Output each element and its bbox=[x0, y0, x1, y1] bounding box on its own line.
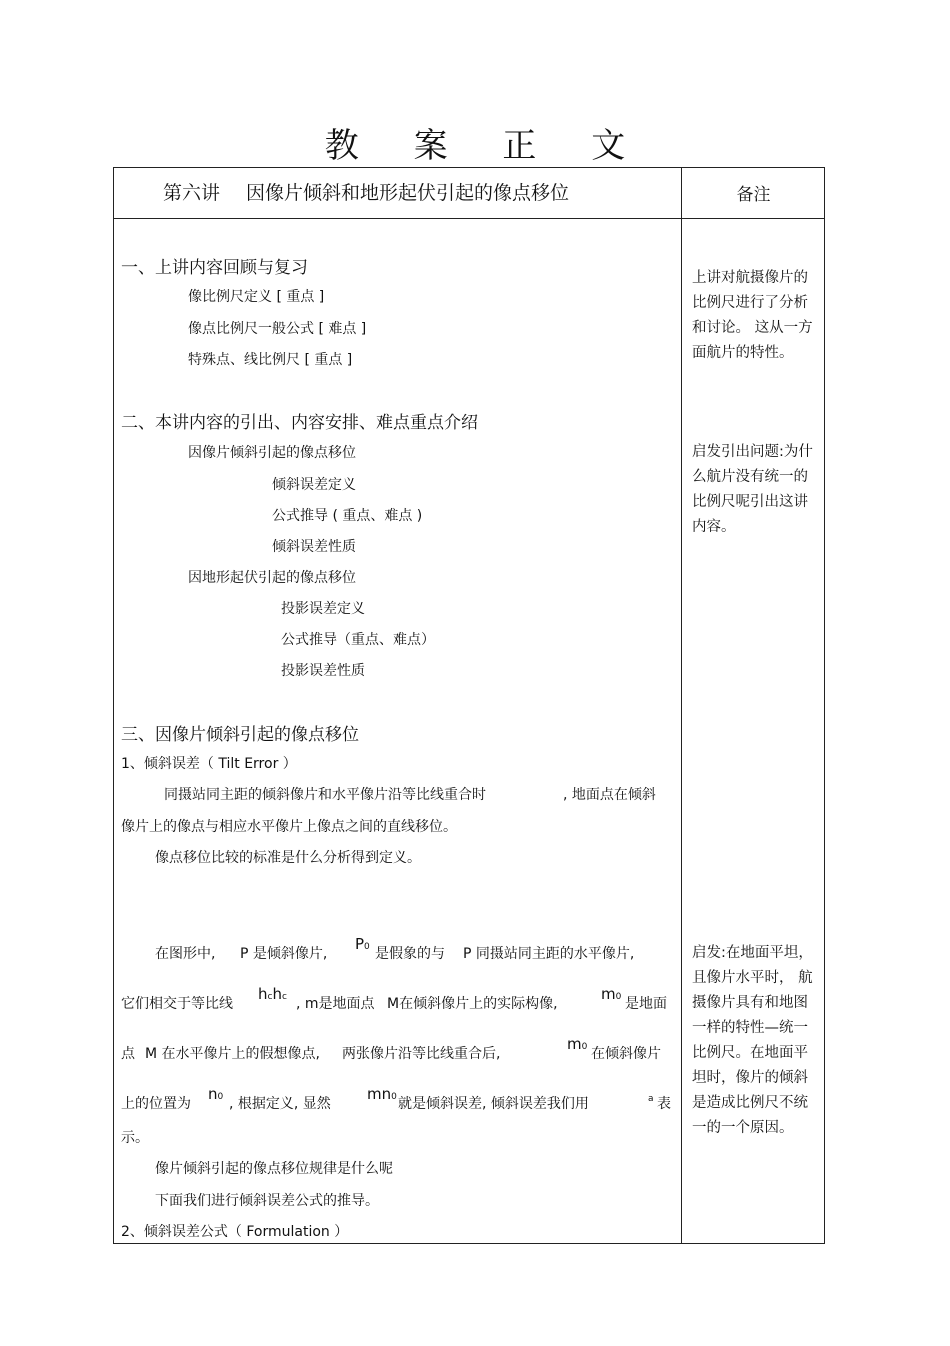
paragraph-text: 上的位置为 bbox=[121, 1096, 191, 1112]
remark-note-inspiration: 启发:在地面平坦， 且像片水平时， 航摄像片具有和地图一样的特性—统一比例尺。在地面平坦时，像片的倾斜是造成比例尺不统一的一个原因。 bbox=[692, 945, 813, 1136]
symbol-m0: m0 bbox=[567, 1035, 588, 1053]
section1-item: 特殊点、线比例尺 [ 重点 ] bbox=[188, 352, 353, 368]
lecture-number: 第六讲 bbox=[163, 182, 221, 204]
lecture-title: 因像片倾斜和地形起伏引起的像点移位 bbox=[246, 182, 570, 204]
paragraph-text: M在倾斜像片上的实际构像, bbox=[387, 996, 558, 1012]
subsection-formulation: 2、倾斜误差公式（ Formulation ） bbox=[121, 1224, 349, 1240]
section2-subitem: 公式推导（重点、难点） bbox=[281, 632, 435, 648]
paragraph-text: M 在水平像片上的假想像点, bbox=[145, 1046, 320, 1062]
section2-subitem: 公式推导 ( 重点、难点 ) bbox=[272, 508, 423, 524]
paragraph-text: 它们相交于等比线 bbox=[121, 996, 233, 1012]
section3-heading: 三、因像片倾斜引起的像点移位 bbox=[121, 725, 359, 745]
definition-text: , 地面点在倾斜 bbox=[563, 787, 656, 803]
symbol-hchc: hchc bbox=[258, 985, 287, 1003]
definition-text: 同摄站同主距的倾斜像片和水平像片沿等比线重合时 bbox=[164, 787, 486, 803]
section2-topic: 因地形起伏引起的像点移位 bbox=[188, 570, 356, 586]
symbol-m0: m0 bbox=[601, 985, 622, 1003]
paragraph-text: P 是倾斜像片, bbox=[240, 946, 328, 962]
paragraph-text: 是假象的与 bbox=[375, 946, 445, 962]
section1-heading: 一、上讲内容回顾与复习 bbox=[121, 258, 308, 278]
lead-text: 下面我们进行倾斜误差公式的推导。 bbox=[155, 1193, 379, 1209]
section2-subitem: 倾斜误差定义 bbox=[272, 477, 356, 493]
definition-text: 像片上的像点与相应水平像片上像点之间的直线移位。 bbox=[121, 819, 457, 835]
symbol-mn0: mn0 bbox=[367, 1085, 397, 1103]
document-title: 教 案 正 文 bbox=[324, 126, 648, 166]
paragraph-text: 示。 bbox=[121, 1130, 149, 1146]
section2-subitem: 投影误差定义 bbox=[281, 601, 365, 617]
paragraph-text: 表 bbox=[657, 1096, 671, 1112]
section2-subitem: 倾斜误差性质 bbox=[272, 539, 356, 555]
question-text: 像片倾斜引起的像点移位规律是什么呢 bbox=[155, 1161, 393, 1177]
section2-subitem: 投影误差性质 bbox=[281, 663, 365, 679]
paragraph-text: , 根据定义, 显然 bbox=[229, 1096, 331, 1112]
paragraph-text: 点 bbox=[121, 1046, 135, 1062]
header-divider bbox=[113, 218, 825, 219]
paragraph-text: 在倾斜像片 bbox=[591, 1046, 661, 1062]
symbol-P0: P0 bbox=[355, 935, 370, 953]
question-text: 像点移位比较的标准是什么分析得到定义。 bbox=[155, 850, 421, 866]
subsection-tilt-error: 1、倾斜误差（ Tilt Error ） bbox=[121, 756, 297, 772]
remark-note-question: 启发引出问题:为什么航片没有统一的比例尺呢引出这讲内容。 bbox=[692, 444, 813, 535]
paragraph-text: 是地面 bbox=[625, 996, 667, 1012]
paragraph-text: P 同摄站同主距的水平像片, bbox=[463, 946, 635, 962]
symbol-n0: n0 bbox=[208, 1085, 224, 1103]
paragraph-text: 就是倾斜误差, 倾斜误差我们用 bbox=[398, 1096, 589, 1112]
paragraph-text: 在图形中, bbox=[155, 946, 216, 962]
paragraph-text: , m是地面点 bbox=[296, 996, 375, 1012]
symbol-delta: a bbox=[648, 1094, 654, 1104]
section1-item: 像点比例尺一般公式 [ 难点 ] bbox=[188, 321, 367, 337]
column-divider bbox=[681, 167, 682, 1244]
section2-heading: 二、本讲内容的引出、内容安排、难点重点介绍 bbox=[121, 413, 478, 433]
paragraph-text: 两张像片沿等比线重合后, bbox=[342, 1046, 501, 1062]
remark-header: 备注 bbox=[736, 185, 771, 205]
section2-topic: 因像片倾斜引起的像点移位 bbox=[188, 445, 356, 461]
remark-note-review: 上讲对航摄像片的比例尺进行了分析和讨论。 这从一方面航片的特性。 bbox=[692, 270, 813, 361]
lecture-header bbox=[163, 178, 569, 205]
section1-item: 像比例尺定义 [ 重点 ] bbox=[188, 289, 325, 305]
